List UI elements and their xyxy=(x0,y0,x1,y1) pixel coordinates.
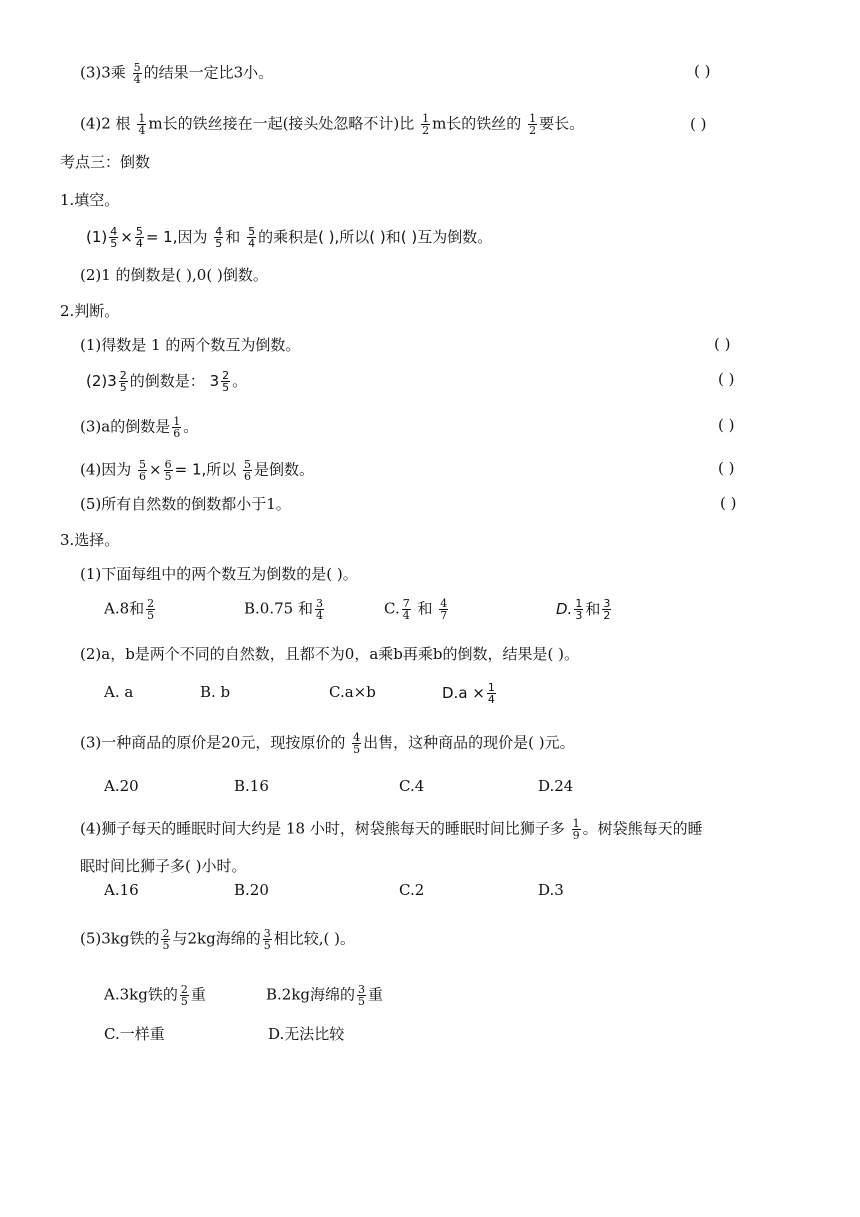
fraction: $\frac{1}{3}$ xyxy=(575,597,583,622)
option-c[interactable]: C. $\frac{7}{4}$ 和 $\frac{4}{7}$ xyxy=(384,597,448,622)
fraction: $\frac{2}{5}$ xyxy=(147,597,155,622)
option-b[interactable]: B.16 xyxy=(234,777,269,795)
fraction: $\frac{2}{5}$ xyxy=(162,927,170,952)
fraction: $\frac{3}{5}$ xyxy=(358,983,366,1008)
option-d[interactable]: D.无法比较 xyxy=(268,1025,345,1043)
answer-blank[interactable]: ( ) xyxy=(690,115,707,133)
option-a[interactable]: A.8和 $\frac{2}{5}$ xyxy=(104,597,155,622)
choose-question-4-cont: 眠时间比狮子多( )小时。 xyxy=(80,857,247,875)
fraction: $\frac{3}{2}$ xyxy=(603,597,611,622)
judge-question-2: (2)3 $\frac{2}{5}$ 的倒数是： 3 $\frac{2}{5}$ 。 xyxy=(86,369,248,394)
option-c[interactable]: C.2 xyxy=(399,881,425,899)
fraction: $\frac{5}{4}$ xyxy=(135,225,143,250)
choose-question-4: (4)狮子每天的睡眠时间大约是 18 小时，树袋熊每天的睡眠时间比狮子多 $\frac{1}{9}$ 。树袋熊每天的睡 xyxy=(80,817,703,842)
fraction: $\frac{3}{5}$ xyxy=(263,927,271,952)
choose-question-2: (2)a，b是两个不同的自然数，且都不为0，a乘b再乘b的倒数，结果是( )。 xyxy=(80,645,579,663)
fill-question-1: (1) $\frac{4}{5}$ × $\frac{5}{4}$ = 1,因为 $\frac{4}{5}$ 和 $\frac{5}{4}$ 的乘积是( ),所以( )和( )互为倒数。 xyxy=(86,225,493,250)
fraction: $\frac{1}{2}$ xyxy=(529,112,537,137)
fraction: $\frac{4}{5}$ xyxy=(215,225,223,250)
fraction: $\frac{2}{5}$ xyxy=(180,983,188,1008)
answer-blank[interactable]: ( ) xyxy=(694,62,711,80)
fraction: $\frac{4}{5}$ xyxy=(110,225,118,250)
option-a[interactable]: A.3kg铁的 $\frac{2}{5}$ 重 xyxy=(104,983,206,1008)
option-d[interactable]: D.a × $\frac{1}{4}$ xyxy=(442,681,495,706)
fraction: $\frac{5}{4}$ xyxy=(133,61,141,86)
fraction: $\frac{4}{7}$ xyxy=(440,597,448,622)
option-c[interactable]: C.a×b xyxy=(329,683,376,701)
judge-question-4: (4)因为 $\frac{5}{6}$ × $\frac{6}{5}$ = 1,所以 $\frac{5}{6}$ 是倒数。 xyxy=(80,458,315,483)
fraction: $\frac{5}{4}$ xyxy=(248,225,256,250)
option-b[interactable]: B. b xyxy=(200,683,231,701)
option-c[interactable]: C.4 xyxy=(399,777,425,795)
choose-question-3: (3)一种商品的原价是20元，现按原价的 $\frac{4}{5}$ 出售，这种商品的现价是( )元。 xyxy=(80,731,575,756)
option-a[interactable]: A. a xyxy=(104,683,134,701)
option-b[interactable]: B.0.75 和 $\frac{3}{4}$ xyxy=(244,597,323,622)
fraction: $\frac{5}{6}$ xyxy=(244,458,252,483)
judge-heading: 2.判断。 xyxy=(60,302,120,320)
option-c[interactable]: C.一样重 xyxy=(104,1025,165,1043)
judge-question-3: (3)a的倒数是 $\frac{1}{6}$ 。 xyxy=(80,415,199,440)
fraction: $\frac{1}{4}$ xyxy=(138,112,146,137)
option-d[interactable]: D.24 xyxy=(538,777,574,795)
fraction: $\frac{2}{5}$ xyxy=(119,369,127,394)
fraction: $\frac{2}{5}$ xyxy=(222,369,230,394)
choose-heading: 3.选择。 xyxy=(60,531,120,549)
answer-blank[interactable]: ( ) xyxy=(718,370,735,388)
fraction: $\frac{4}{5}$ xyxy=(353,731,361,756)
judge-question-1: (1)得数是 1 的两个数互为倒数。 xyxy=(80,336,301,354)
option-a[interactable]: A.16 xyxy=(104,881,139,899)
answer-blank[interactable]: ( ) xyxy=(720,494,737,512)
judge-question-5: (5)所有自然数的倒数都小于1。 xyxy=(80,495,291,513)
fraction: $\frac{7}{4}$ xyxy=(402,597,410,622)
fill-heading: 1.填空。 xyxy=(60,191,120,209)
question-prev-4: (4)2 根 $\frac{1}{4}$ m长的铁丝接在一起(接头处忽略不计)比 $\frac{1}{2}$ m长的铁丝的 $\frac{1}{2}$ 要长。 xyxy=(80,112,585,137)
answer-blank[interactable]: ( ) xyxy=(718,416,735,434)
fill-question-2: (2)1 的倒数是( ),0( )倒数。 xyxy=(80,266,268,284)
option-d[interactable]: D. $\frac{1}{3}$ 和 $\frac{3}{2}$ xyxy=(556,597,611,622)
option-d[interactable]: D.3 xyxy=(538,881,564,899)
option-b[interactable]: B.20 xyxy=(234,881,269,899)
answer-blank[interactable]: ( ) xyxy=(718,459,735,477)
fraction: $\frac{1}{9}$ xyxy=(572,817,580,842)
fraction: $\frac{6}{5}$ xyxy=(164,458,172,483)
answer-blank[interactable]: ( ) xyxy=(714,335,731,353)
fraction: $\frac{3}{4}$ xyxy=(315,597,323,622)
question-prev-3: (3)3乘 $\frac{5}{4}$ 的结果一定比3小。 xyxy=(80,61,274,86)
section-title: 考点三：倒数 xyxy=(60,153,151,171)
option-a[interactable]: A.20 xyxy=(104,777,139,795)
fraction: $\frac{1}{6}$ xyxy=(173,415,181,440)
option-b[interactable]: B.2kg海绵的 $\frac{3}{5}$ 重 xyxy=(266,983,384,1008)
choose-question-5: (5)3kg铁的 $\frac{2}{5}$ 与2kg海绵的 $\frac{3}{5}$ 相比较,( )。 xyxy=(80,927,355,952)
choose-question-1: (1)下面每组中的两个数互为倒数的是( )。 xyxy=(80,565,358,583)
fraction: $\frac{1}{4}$ xyxy=(487,681,495,706)
fraction: $\frac{5}{6}$ xyxy=(139,458,147,483)
fraction: $\frac{1}{2}$ xyxy=(422,112,430,137)
